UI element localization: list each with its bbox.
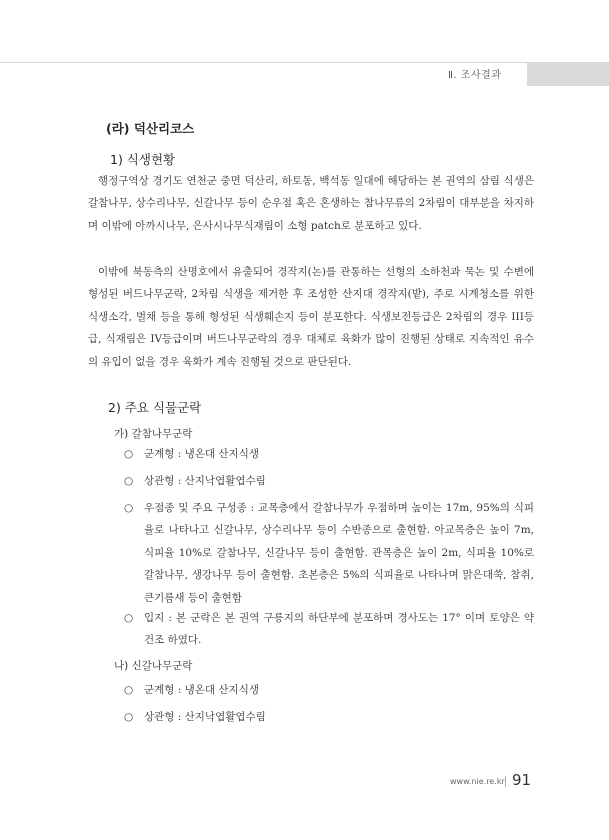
paragraph-overview: 행정구역상 경기도 연천군 중면 덕산리, 하토동, 백석동 일대에 해당하는 본 권역의 삼림 식생은 갈참나무, 상수리나무, 신갈나무 등이 순우점 혹은 혼생하는 참나무류의 2차림이 대부분을 차지하며 이밖에 아까시나무, 은사시나무식재림이 소형 patch로 분포하고 있다. [88, 175, 534, 232]
list-item [124, 443, 534, 465]
subsection-vegetation-status: 1) 식생현황 [110, 152, 176, 167]
footer-divider [505, 776, 506, 787]
list-item [124, 706, 534, 728]
bullet-icon: ○ [124, 475, 134, 487]
bullet-icon: ○ [124, 711, 134, 723]
section-title: (라) 덕산리코스 [106, 121, 195, 136]
chapter-tab [527, 62, 609, 86]
group-title-singal: 나) 신갈나무군락 [114, 660, 193, 672]
footer-url: www.nie.re.kr [450, 777, 505, 786]
header-rule [0, 62, 609, 63]
bullet-icon: ○ [124, 612, 134, 624]
list-item [124, 679, 534, 701]
list-item-text: 상관형 : 산지낙엽활엽수림 [144, 711, 266, 723]
group-title-galcham: 가) 갈참나무군락 [114, 428, 193, 440]
list-item-text: 입지 : 본 군락은 본 권역 구릉지의 하단부에 분포하며 경사도는 17° 이며 토양은 약건조 하였다. [144, 612, 534, 647]
subsection-plant-communities: 2) 주요 식물군락 [108, 400, 202, 415]
bullet-icon: ○ [124, 684, 134, 696]
list-item [124, 470, 534, 492]
page-number: 91 [512, 771, 532, 789]
list-item-text: 상관형 : 산지낙엽활엽수림 [144, 475, 266, 487]
list-item-text: 군계형 : 냉온대 산지식생 [144, 448, 259, 460]
list-item-text: 군계형 : 냉온대 산지식생 [144, 684, 259, 696]
bullet-icon: ○ [124, 448, 134, 460]
chapter-label: Ⅱ. 조사결과 [448, 70, 502, 81]
bullet-icon: ○ [124, 502, 134, 514]
list-item [124, 607, 534, 652]
list-item-text: 우점종 및 주요 구성종 : 교목층에서 갈참나무가 우점하며 높이는 17m, 95%의 식피율로 나타나고 신갈나무, 상수리나무 등이 수반종으로 출현함. 아교목층은 높이 7m, 식피율 10%로 갈참나무, 신갈나무 등이 출현함. 관목층은 높이 2m, 식피율 10%로 갈참나무, 생강나무 등이 출현함. 초본층은 5%의 식피율로 나타나며 맑은대쑥, 참취, 큰기름새 등이 출현함 [144, 502, 534, 604]
list-item [124, 497, 534, 609]
paragraph-details: 이밖에 북동측의 산명호에서 유출되어 경작지(논)를 관통하는 선형의 소하천과 묵논 및 수변에 형성된 버드나무군락, 2차림 식생을 제거한 후 조성한 산지대 경작지(밭), 주로 시계청소를 위한 식생소각, 벌채 등을 통해 형성된 식생훼손지 등이 분포한다. 식생보전등급은 2차림의 경우 III등급, 식재림은 IV등급이며 버드나무군락의 경우 대체로 육화가 많이 진행된 상태로 지속적인 유수의 유입이 없을 경우 육화가 계속 진행될 것으로 판단된다. [88, 266, 534, 368]
